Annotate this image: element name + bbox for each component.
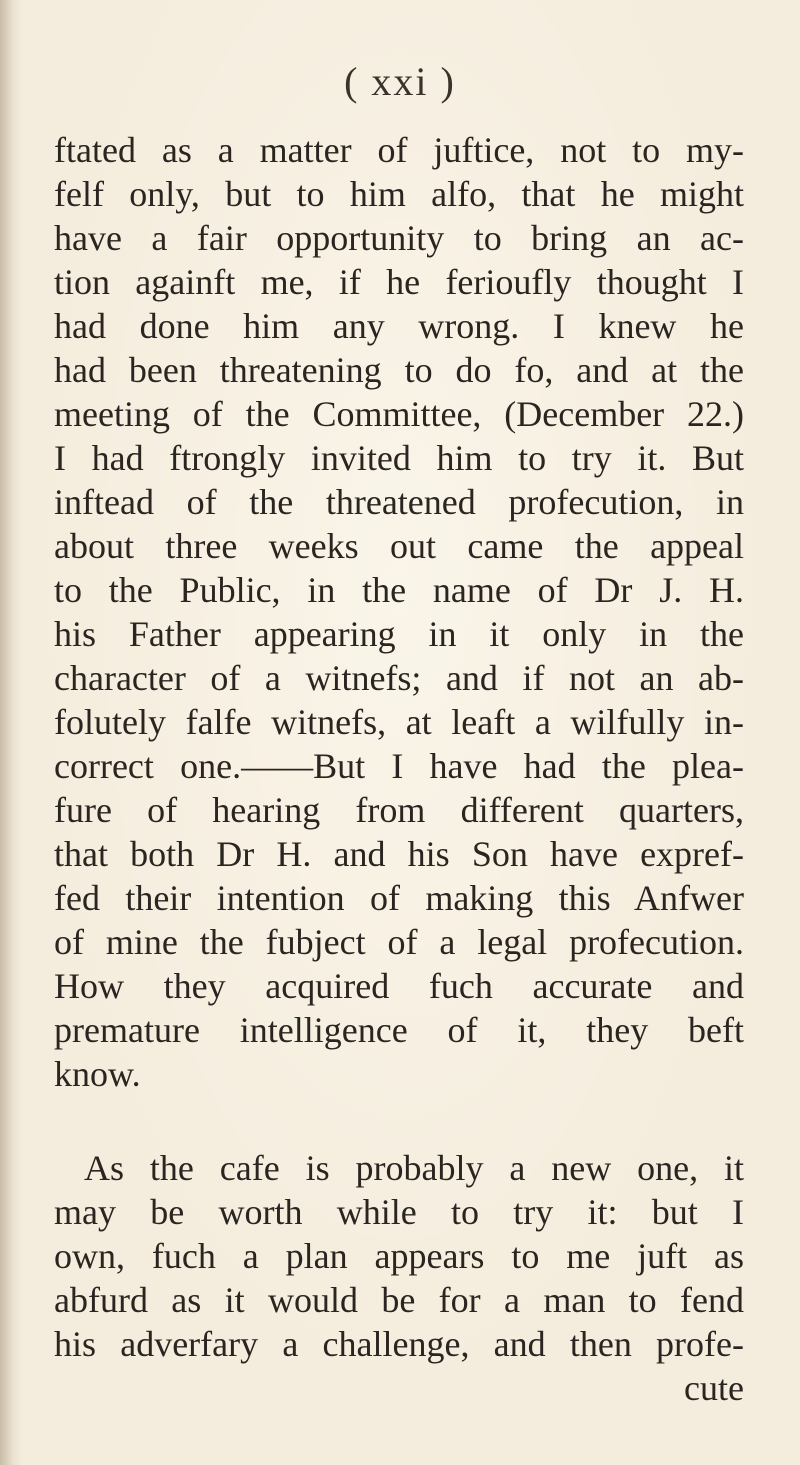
text-line: had done him any wrong. I knew he <box>54 306 744 346</box>
binding-shadow <box>0 0 22 1465</box>
page-number-header: ( xxi ) <box>344 59 456 104</box>
text-line: meeting of the Committee, (December 22.) <box>54 394 744 434</box>
text-line: fure of hearing from different quarters, <box>54 790 744 830</box>
text-line: had been threatening to do fo, and at the <box>54 350 744 390</box>
text-line: I had ftrongly invited him to try it. But <box>54 438 744 478</box>
text-line: to the Public, in the name of Dr J. H. <box>54 570 744 610</box>
text-line: inftead of the threatened profecution, in <box>54 482 744 522</box>
text-line: abfurd as it would be for a man to fend <box>54 1280 744 1320</box>
text-line: may be worth while to try it: but I <box>54 1192 744 1232</box>
text-line: own, fuch a plan appears to me juft as <box>54 1236 744 1276</box>
text-line: felf only, but to him alfo, that he might <box>54 174 744 214</box>
text-line: How they acquired fuch accurate and <box>54 966 744 1006</box>
text-line: folutely falfe witnefs, at leaft a wilfully in- <box>54 702 744 742</box>
text-line: that both Dr H. and his Son have expref- <box>54 834 744 874</box>
text-line: fed their intention of making this Anfwer <box>54 878 744 918</box>
text-line: his adverfary a challenge, and then profe- <box>54 1324 744 1364</box>
text-line: premature intelligence of it, they beft <box>54 1010 744 1050</box>
catchword: cute <box>684 1368 744 1408</box>
text-line: of mine the fubject of a legal profecution. <box>54 922 744 962</box>
text-line: about three weeks out came the appeal <box>54 526 744 566</box>
text-line: his Father appearing in it only in the <box>54 614 744 654</box>
text-line: ftated as a matter of juftice, not to my- <box>54 130 744 170</box>
text-line: tion againft me, if he ferioufly thought I <box>54 262 744 302</box>
text-line: character of a witnefs; and if not an ab- <box>54 658 744 698</box>
text-line: know. <box>54 1054 141 1094</box>
text-line: correct one.——But I have had the plea- <box>54 746 744 786</box>
text-line: As the cafe is probably a new one, it <box>84 1148 744 1188</box>
text-line: have a fair opportunity to bring an ac- <box>54 218 744 258</box>
